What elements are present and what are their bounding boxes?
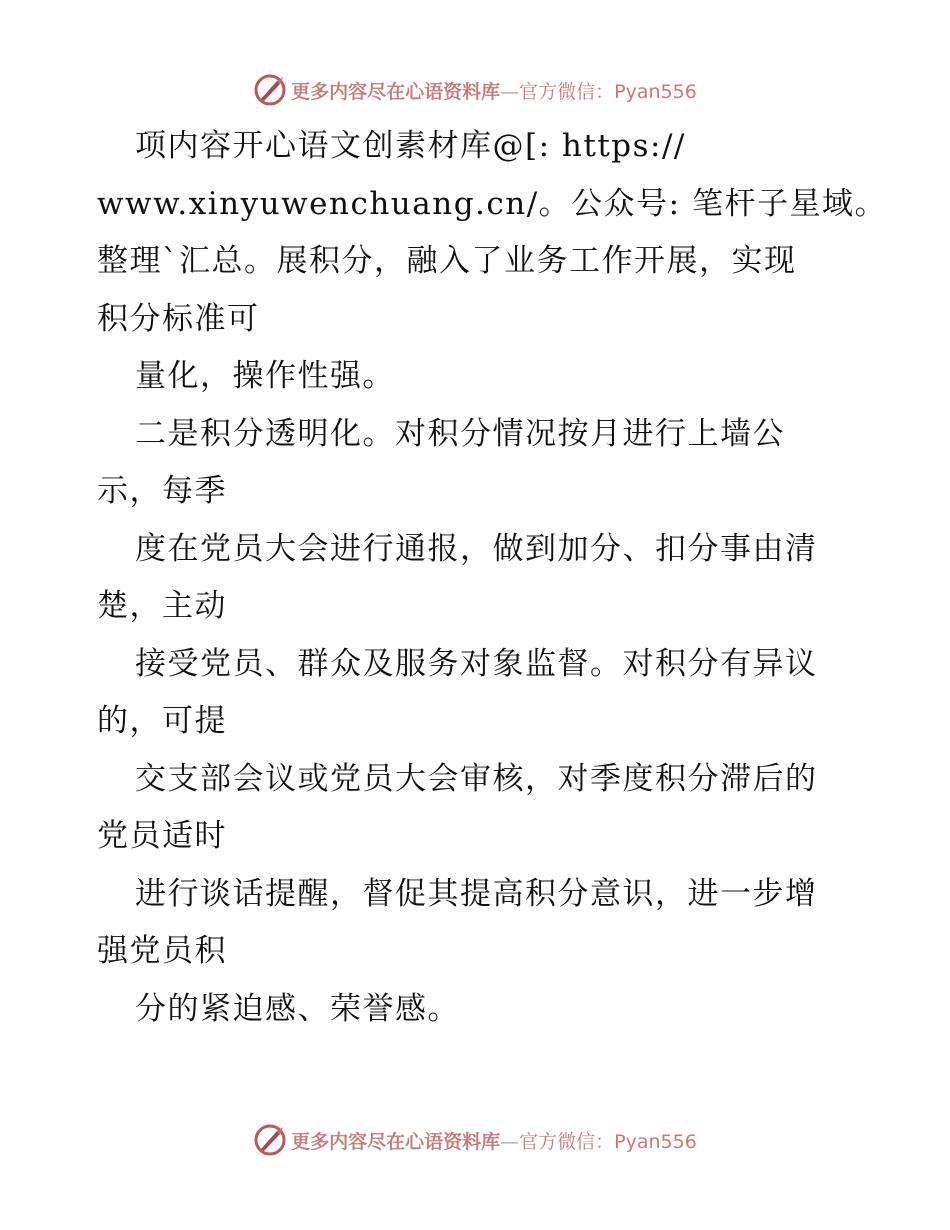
banner-wechat: 官方微信：Pyan556 [519,1130,697,1153]
footer-banner [0,1120,950,1160]
body-line: 项内容开心语文创素材库@[: https:// [135,128,686,164]
body-line: 量化，操作性强。 [135,358,395,394]
body-line: www.xinyuwenchuang.cn/。公众号: 笔杆子星域。 [97,185,887,222]
document-body [97,118,887,1038]
body-line: 接受党员、群众及服务对象监督。对积分有异议 [135,645,818,682]
body-line: 党员适时 [97,818,227,854]
banner-prefix: 更多内容尽在心语资料库 [291,80,501,103]
body-line: 的，可提 [97,703,227,739]
body-line: 示，每季 [97,473,227,509]
quill-logo-icon [253,1123,287,1157]
body-line: 楚，主动 [97,588,227,624]
body-line: 强党员积 [97,933,227,969]
body-line: 进行谈话提醒，督促其提高积分意识，进一步增 [135,875,818,912]
banner-text [291,1127,697,1154]
body-line: 整理`汇总。展积分，融入了业务工作开展，实现 [97,243,797,279]
banner-wechat: 官方微信：Pyan556 [519,80,697,103]
banner-dash: — [500,80,520,103]
banner-text [291,77,697,104]
body-line: 度在党员大会进行通报，做到加分、扣分事由清 [135,530,818,567]
body-line: 积分标准可 [97,300,260,337]
banner-dash: — [500,1130,520,1153]
banner-prefix: 更多内容尽在心语资料库 [291,1130,501,1153]
body-line: 二是积分透明化。对积分情况按月进行上墙公 [135,415,785,452]
body-line: 分的紧迫感、荣誉感。 [135,990,460,1027]
body-line: 交支部会议或党员大会审核，对季度积分滞后的 [135,760,818,797]
quill-logo-icon [253,73,287,107]
header-banner [0,70,950,110]
